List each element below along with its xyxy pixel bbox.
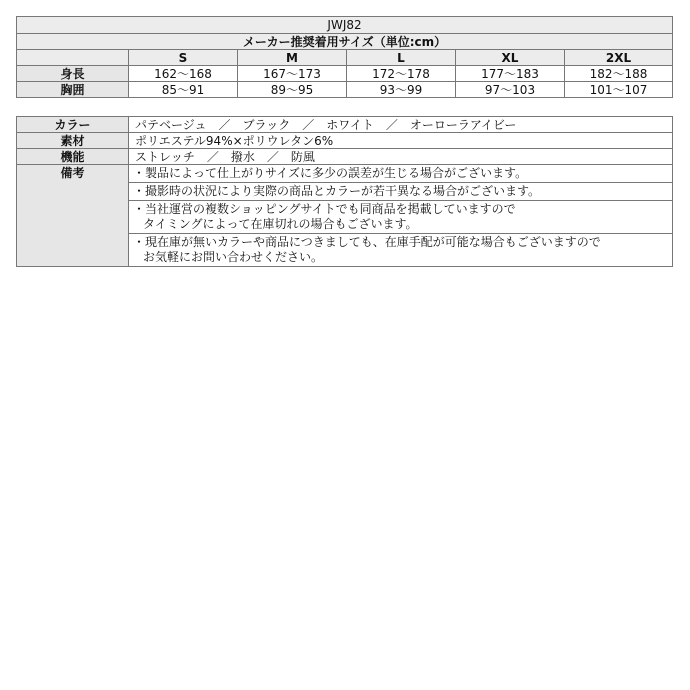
color-row xyxy=(17,117,673,133)
subtitle-row xyxy=(17,34,673,50)
color-label: カラー xyxy=(17,117,129,133)
height-row xyxy=(17,66,673,82)
material-row xyxy=(17,133,673,149)
function-label: 機能 xyxy=(17,149,129,165)
size-header: S xyxy=(129,50,238,66)
height-value: 167〜173 xyxy=(238,66,347,82)
chest-row xyxy=(17,82,673,98)
product-detail-table xyxy=(16,116,673,267)
note-line: ・当社運営の複数ショッピングサイトでも同商品を掲載していますので xyxy=(133,202,516,216)
note-line: ・撮影時の状況により実際の商品とカラーが若干異なる場合がございます。 xyxy=(133,184,541,198)
size-header: 2XL xyxy=(565,50,673,66)
size-table-subtitle: メーカー推奨着用サイズ（単位:cm） xyxy=(17,34,673,50)
size-header-blank xyxy=(17,50,129,66)
note-item xyxy=(129,165,673,183)
size-header: M xyxy=(238,50,347,66)
function-row xyxy=(17,149,673,165)
chest-value: 85〜91 xyxy=(129,82,238,98)
chest-value: 97〜103 xyxy=(456,82,565,98)
model-row xyxy=(17,17,673,34)
note-item xyxy=(129,234,673,267)
notes-label: 備考 xyxy=(17,165,129,267)
note-item xyxy=(129,201,673,234)
size-table xyxy=(16,16,673,98)
height-label: 身長 xyxy=(17,66,129,82)
chest-label: 胸囲 xyxy=(17,82,129,98)
notes-row xyxy=(17,165,673,183)
chest-value: 101〜107 xyxy=(565,82,673,98)
color-value: パテベージュ ／ ブラック ／ ホワイト ／ オーローラアイビー xyxy=(129,117,673,133)
note-line: ・製品によって仕上がりサイズに多少の誤差が生じる場合がございます。 xyxy=(133,166,528,180)
function-value: ストレッチ ／ 撥水 ／ 防風 xyxy=(129,149,673,165)
material-label: 素材 xyxy=(17,133,129,149)
material-value: ポリエステル94%×ポリウレタン6% xyxy=(129,133,673,149)
height-value: 162〜168 xyxy=(129,66,238,82)
size-header: XL xyxy=(456,50,565,66)
note-line: ・現在庫が無いカラーや商品につきましても、在庫手配が可能な場合もございますので xyxy=(133,235,601,249)
note-line: タイミングによって在庫切れの場合もございます。 xyxy=(143,217,418,231)
size-header: L xyxy=(347,50,456,66)
note-item xyxy=(129,183,673,201)
chest-value: 89〜95 xyxy=(238,82,347,98)
height-value: 177〜183 xyxy=(456,66,565,82)
height-value: 172〜178 xyxy=(347,66,456,82)
model-number: JWJ82 xyxy=(17,17,673,34)
height-value: 182〜188 xyxy=(565,66,673,82)
size-header-row xyxy=(17,50,673,66)
note-line: お気軽にお問い合わせください。 xyxy=(143,250,324,264)
chest-value: 93〜99 xyxy=(347,82,456,98)
